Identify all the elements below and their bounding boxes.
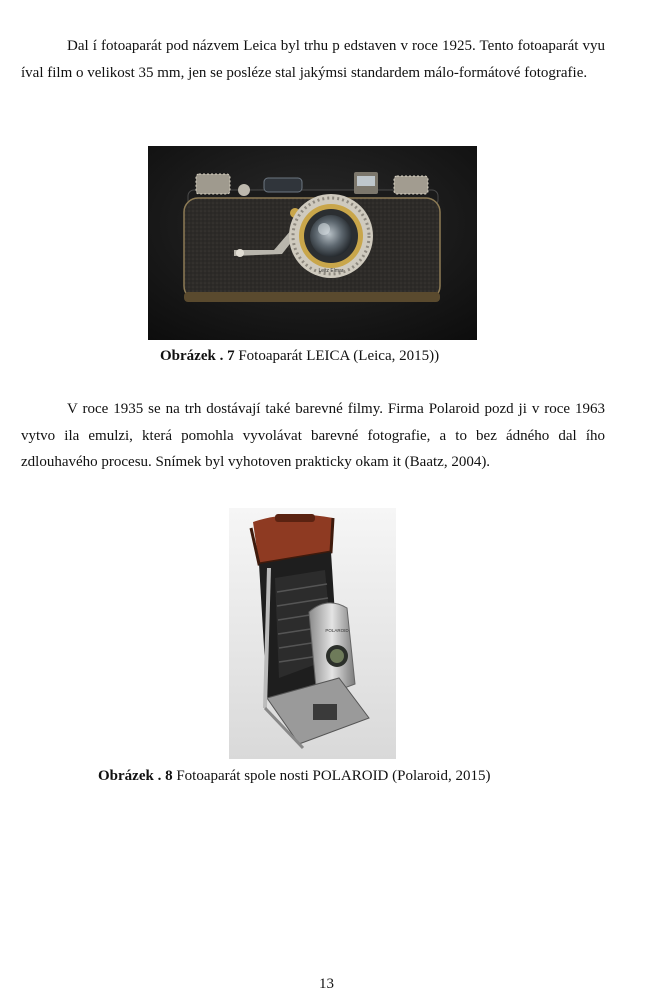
- caption-label: Obrázek: [98, 768, 154, 784]
- page-number: 13: [319, 976, 334, 992]
- front-badge: POLAROID: [325, 628, 349, 633]
- polaroid-camera-photo: [229, 508, 396, 759]
- paragraph-polaroid: V roce 1935 se na trh dostávají také barevné filmy. Firma Polaroid pozd ji v roce 1963 vytvo ila emulzi, která pomohla vyvolávat barevné fotografie, a to bez ádného dal ího zdlouhavého procesu. Snímek byl vyhotoven prakticky okam it (Baatz, 2004).: [21, 401, 605, 470]
- figure-caption-leica: [160, 348, 439, 365]
- paragraph-leica: Dal í fotoaparát pod názvem Leica byl trhu p edstaven v roce 1925. Tento fotoaparát vyu íval film o velikost 35 mm, jen se posléze stal jakýmsi standardem málo-formátové fotografie.: [21, 38, 605, 81]
- caption-text: Fotoaparát LEICA (Leica, 2015)): [238, 348, 440, 364]
- caption-number: . 7: [219, 348, 235, 364]
- caption-label: Obrázek: [160, 348, 216, 364]
- caption-text: Fotoaparát spole nosti POLAROID (Polaroid, 2015): [176, 768, 491, 784]
- figure-caption-polaroid: [98, 768, 490, 785]
- leica-camera-photo: [148, 146, 477, 340]
- caption-number: . 8: [157, 768, 173, 784]
- lens-engraving: Leitz Elmar: [318, 268, 344, 274]
